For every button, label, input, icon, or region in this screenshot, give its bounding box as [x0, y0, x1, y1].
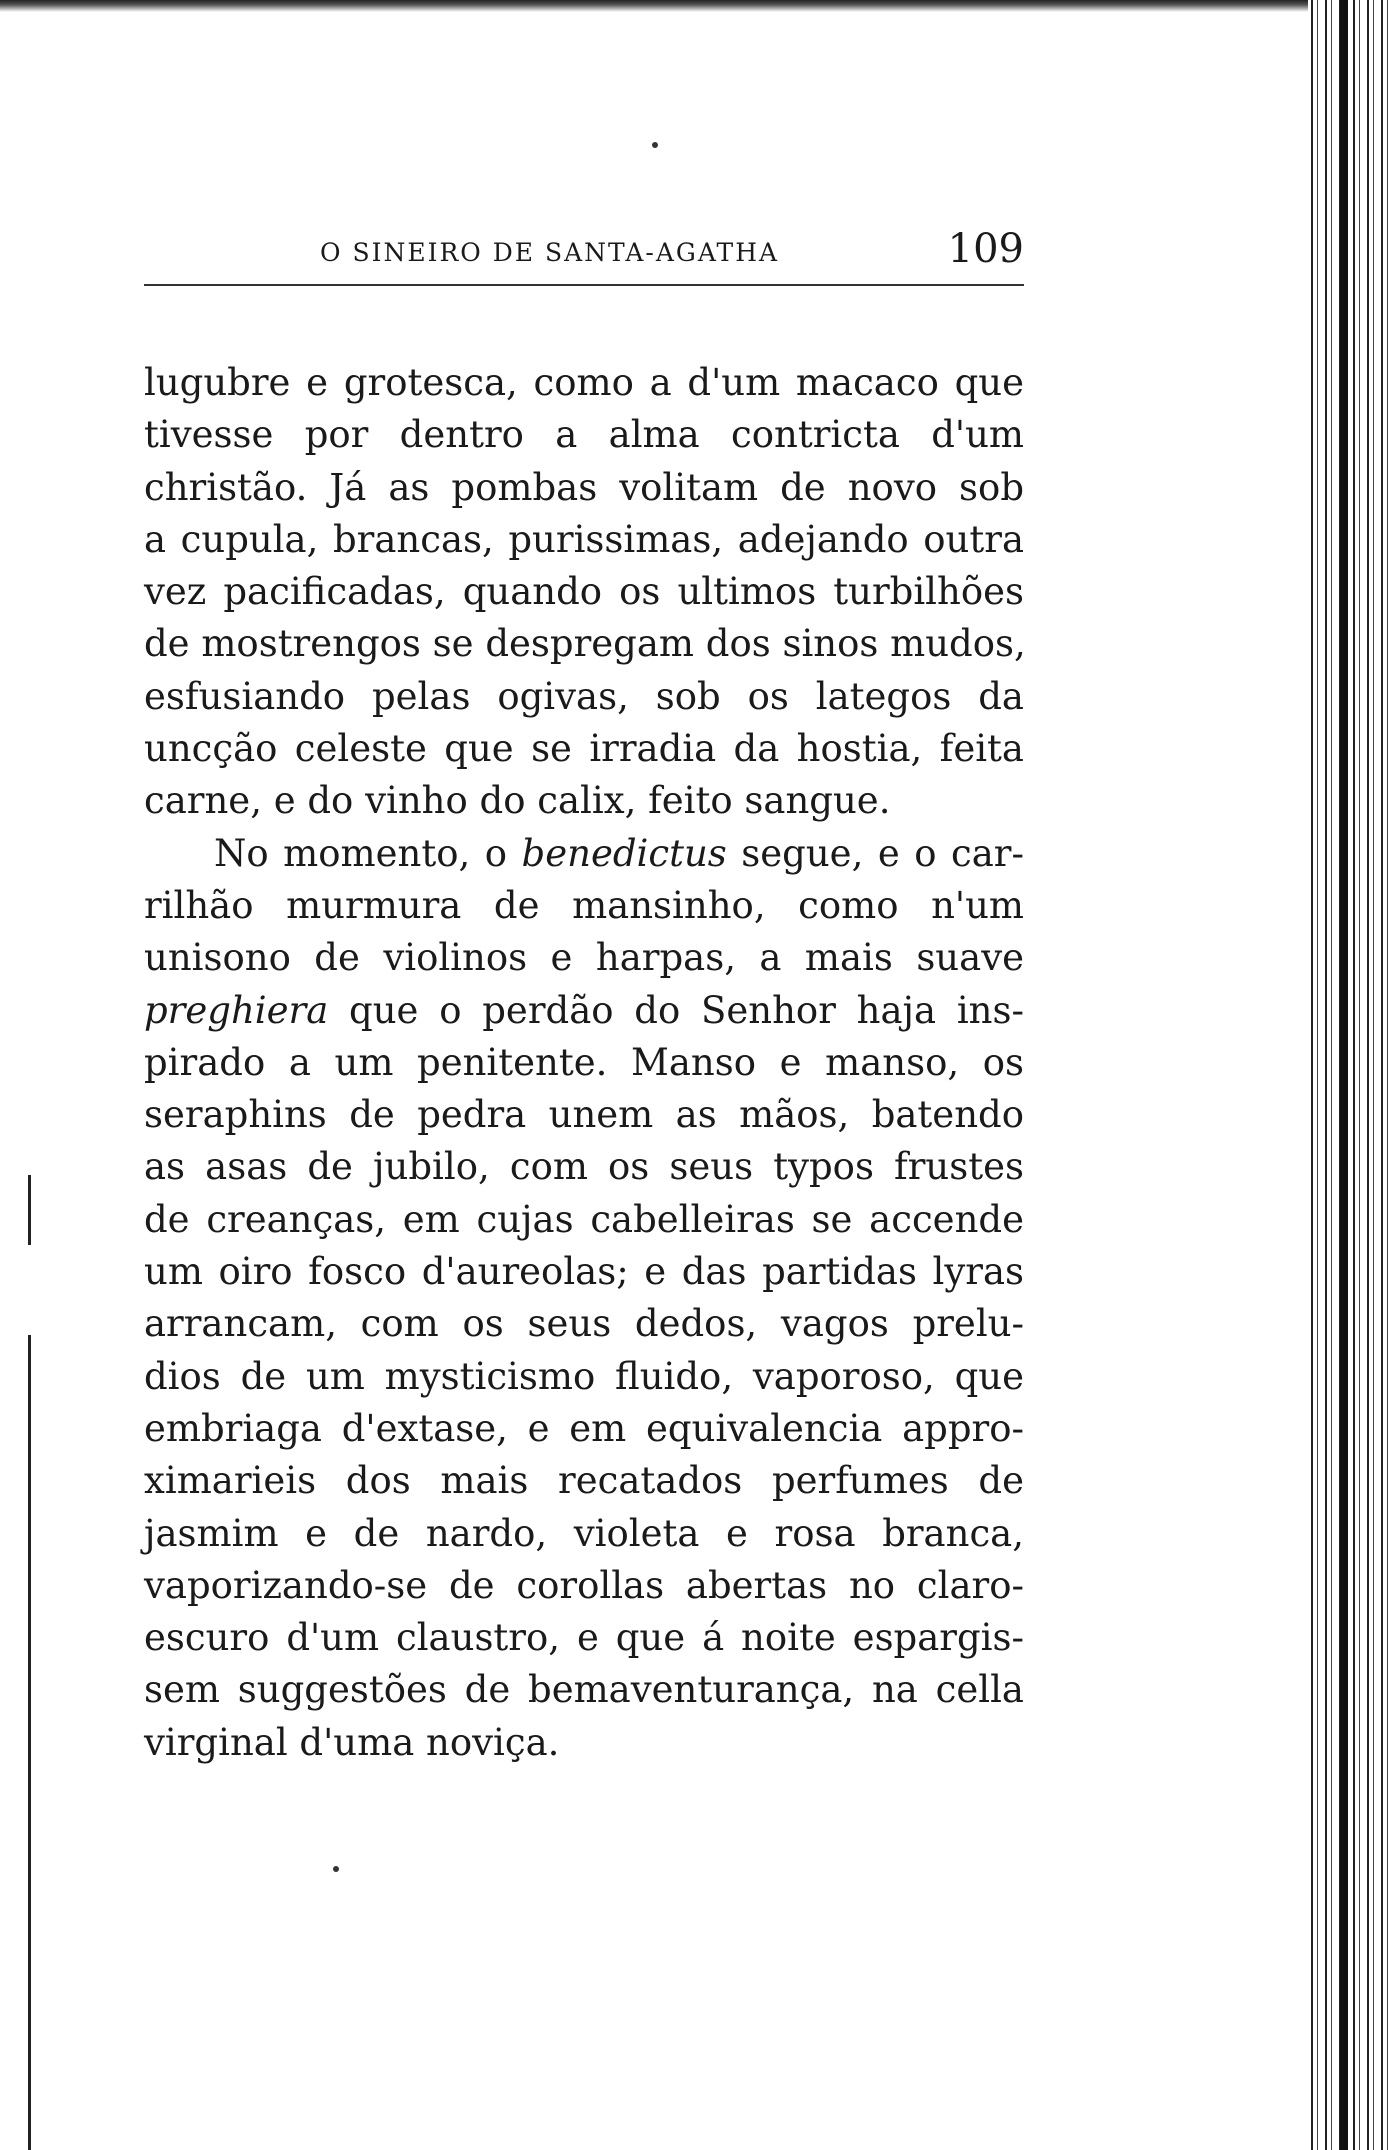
text-line: as asas de jubilo, com os seus typos frustes [144, 1145, 1024, 1189]
body-text [144, 357, 1024, 1769]
text-line: ximarieis dos mais recatados perfumes de [144, 1459, 1024, 1503]
text-line: rilhão murmura de mansinho, como n'um [144, 883, 1024, 927]
text-line: um oiro fosco d'aureolas; e das partidas lyras [144, 1250, 1024, 1294]
text-line: sem suggestões de bemaventurança, na cella [144, 1668, 1024, 1712]
text-line: uncção celeste que se irradia da hostia, feita [144, 727, 1024, 771]
text-line: tivesse por dentro a alma contricta d'um [144, 413, 1024, 457]
text-line: esfusiando pelas ogivas, sob os lategos da [144, 674, 1024, 718]
text-line: vaporizando-se de corollas abertas no claro- [144, 1563, 1024, 1607]
book-spine-edge [1308, 0, 1388, 2150]
text-line: virginal d'uma noviça. [144, 1720, 560, 1764]
text-line: embriaga d'extase, e em equivalencia appro- [144, 1406, 1024, 1450]
text-line: arrancam, com os seus dedos, vagos prelu- [144, 1302, 1024, 1346]
scan-speck [333, 1866, 339, 1872]
book-spine-shadow [1340, 0, 1348, 2150]
text-line: dios de um mysticismo fluido, vaporoso, que [144, 1354, 1024, 1398]
text-line: christão. Já as pombas volitam de novo sob [144, 465, 1024, 509]
text-line [144, 828, 1024, 880]
italic-word: benedictus [521, 831, 727, 875]
text-run: No momento, o [214, 831, 522, 875]
text-run: que o perdão do Senhor haja ins- [328, 988, 1024, 1032]
text-run: segue, e o car- [726, 831, 1024, 875]
text-line: lugubre e grotesca, como a d'um macaco que [144, 361, 1024, 404]
scan-margin-mark [28, 1335, 31, 2150]
scan-top-edge [0, 0, 1388, 12]
text-line [144, 985, 1024, 1037]
text-line: jasmim e de nardo, violeta e rosa branca, [144, 1511, 1024, 1555]
text-line: vez pacificadas, quando os ultimos turbilhões [144, 570, 1024, 614]
text-line: de mostrengos se despregam dos sinos mudos, [144, 622, 1026, 666]
text-line: pirado a um penitente. Manso e manso, os [144, 1040, 1024, 1084]
scan-speck [652, 142, 658, 148]
running-header [144, 224, 1024, 286]
running-title: O SINEIRO DE SANTA-AGATHA [320, 238, 780, 267]
text-line: de creanças, em cujas cabelleiras se accende [144, 1197, 1024, 1241]
italic-word: preghiera [144, 988, 329, 1032]
page-number: 109 [947, 226, 1024, 272]
text-line: carne, e do vinho do calix, feito sangue. [144, 779, 891, 823]
scan-margin-mark [28, 1175, 31, 1245]
text-line: seraphins de pedra unem as mãos, batendo [144, 1093, 1024, 1137]
text-line: unisono de violinos e harpas, a mais suave [144, 936, 1024, 980]
text-line: a cupula, brancas, purissimas, adejando outra [144, 517, 1024, 561]
text-line: escuro d'um claustro, e que á noite espargis- [144, 1616, 1024, 1660]
